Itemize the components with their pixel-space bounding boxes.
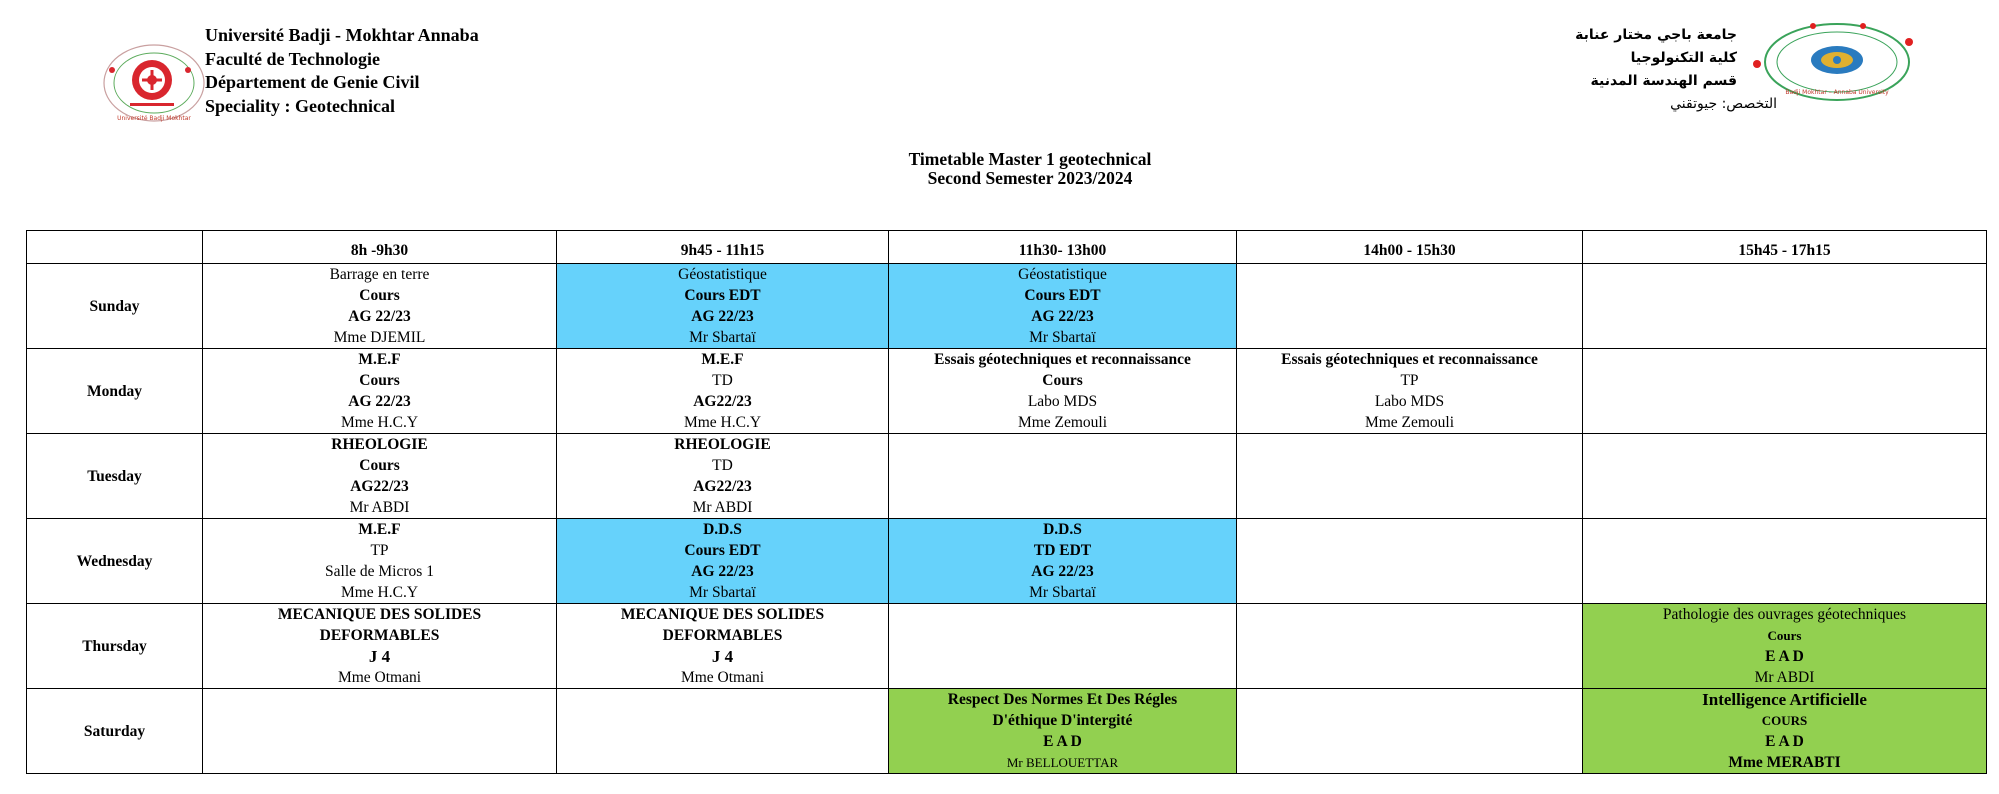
session-cell (1583, 689, 1987, 774)
room: AG 22/23 (1031, 308, 1094, 325)
teacher: Mme H.C.Y (340, 584, 419, 601)
session-cell (557, 434, 889, 519)
teacher: Mr ABDI (1754, 669, 1815, 686)
teacher: Mme Otmani (680, 669, 765, 686)
timeslot-header: 11h30- 13h00 (889, 231, 1237, 264)
course-name: D.D.S (1043, 521, 1082, 538)
session-cell (1583, 604, 1987, 689)
session-type: TD (712, 457, 733, 474)
teacher: Mr Sbartaï (689, 329, 756, 346)
timeslot-header: 9h45 - 11h15 (557, 231, 889, 264)
course-name: MECANIQUE DES SOLIDES (277, 606, 482, 623)
room: Labo MDS (1374, 393, 1445, 410)
session-cell (203, 349, 557, 434)
timetable (26, 230, 1987, 774)
empty-cell (557, 689, 889, 774)
course-name: Géostatistique (678, 266, 767, 283)
day-label: Sunday (27, 264, 203, 349)
session-type: Cours (359, 457, 400, 474)
empty-cell (1583, 264, 1987, 349)
day-label: Tuesday (27, 434, 203, 519)
session-type: COURS (1761, 713, 1808, 728)
timeslot-header: 15h45 - 17h15 (1583, 231, 1987, 264)
row-tuesday (27, 434, 1987, 519)
room: Salle de Micros 1 (325, 563, 434, 580)
faculty-name: Faculté de Technologie (205, 48, 380, 69)
logo-left-text: Université Badji Mokhtar (117, 115, 191, 122)
faculty-name-ar: كلية التكنولوجيا (1630, 50, 1737, 66)
room: AG22/23 (693, 393, 752, 410)
teacher: Mme H.C.Y (683, 414, 762, 431)
course-name: Respect Des Normes Et Des Régles (947, 691, 1178, 708)
session-type: TP (1400, 372, 1419, 389)
university-logo-right (1753, 20, 1933, 130)
mode: E A D (1765, 733, 1804, 750)
teacher: Mme Otmani (337, 669, 422, 686)
empty-cell (1237, 604, 1583, 689)
empty-cell (1237, 264, 1583, 349)
course-name: Pathologie des ouvrages géotechniques (1662, 606, 1907, 623)
session-cell (203, 264, 557, 349)
timeslot-header: 8h -9h30 (203, 231, 557, 264)
session-cell (889, 264, 1237, 349)
teacher: Mr BELLOUETTAR (1006, 755, 1119, 770)
course-name: Essais géotechniques et reconnaissance (1281, 351, 1538, 368)
empty-cell (1583, 349, 1987, 434)
room: AG 22/23 (1031, 563, 1094, 580)
empty-cell (1583, 519, 1987, 604)
course-name: Géostatistique (1018, 266, 1107, 283)
session-type: Cours (1042, 372, 1083, 389)
session-type: TD (712, 372, 733, 389)
timetable-title (0, 150, 1999, 188)
session-cell (889, 689, 1237, 774)
speciality-ar: التخصص: جيوتقني (1670, 96, 1777, 112)
session-type: Cours (359, 372, 400, 389)
corner-cell (27, 231, 203, 264)
empty-cell (1237, 519, 1583, 604)
title-line-2: Second Semester 2023/2024 (927, 168, 1133, 188)
teacher: Mme Zemouli (1017, 414, 1108, 431)
university-name-ar: جامعة باجي مختار عنابة (1575, 27, 1737, 43)
teacher: Mr Sbartaï (1029, 329, 1096, 346)
course-name: Intelligence Artificielle (1702, 690, 1867, 709)
course-name: D.D.S (703, 521, 742, 538)
department-name: Département de Genie Civil (205, 72, 420, 92)
empty-cell (1237, 689, 1583, 774)
empty-cell (889, 434, 1237, 519)
course-name-cont: DEFORMABLES (662, 627, 783, 644)
mode: E A D (1765, 648, 1804, 665)
course-name: M.E.F (358, 351, 401, 368)
course-name: MECANIQUE DES SOLIDES (620, 606, 825, 623)
header-right (1575, 24, 1777, 116)
session-cell (1237, 349, 1583, 434)
course-name-cont: D'éthique D'intergité (992, 712, 1133, 729)
header-left (205, 24, 479, 118)
room: AG22/23 (350, 478, 409, 495)
session-type: Cours (1767, 628, 1802, 643)
course-name: RHEOLOGIE (331, 436, 428, 453)
room: J 4 (711, 647, 734, 666)
day-label: Monday (27, 349, 203, 434)
session-cell (203, 604, 557, 689)
logo-right-text: Badji Mokhtar – Annaba University (1785, 89, 1889, 96)
teacher: Mme Zemouli (1364, 414, 1455, 431)
course-name-cont: DEFORMABLES (319, 627, 440, 644)
course-name: RHEOLOGIE (674, 436, 771, 453)
teacher: Mme MERABTI (1728, 754, 1841, 771)
speciality: Speciality : Geotechnical (205, 95, 395, 116)
session-type: Cours (359, 287, 400, 304)
session-type: Cours EDT (684, 542, 761, 559)
room: Labo MDS (1027, 393, 1098, 410)
session-cell (557, 349, 889, 434)
teacher: Mr Sbartaï (1029, 584, 1096, 601)
university-name: Université Badji - Mokhtar Annaba (205, 25, 479, 45)
teacher: Mr ABDI (692, 499, 753, 516)
university-logo-left (100, 40, 208, 126)
timeslot-header: 14h00 - 15h30 (1237, 231, 1583, 264)
session-cell (203, 519, 557, 604)
day-label: Thursday (27, 604, 203, 689)
course-name: Barrage en terre (329, 266, 430, 283)
session-type: TD EDT (1033, 542, 1092, 559)
teacher: Mr ABDI (349, 499, 410, 516)
teacher: Mme DJEMIL (333, 329, 426, 346)
session-cell (889, 519, 1237, 604)
row-wednesday (27, 519, 1987, 604)
room: J 4 (368, 647, 391, 666)
empty-cell (1583, 434, 1987, 519)
row-monday (27, 349, 1987, 434)
row-saturday (27, 689, 1987, 774)
room: AG 22/23 (348, 308, 411, 325)
title-line-1: Timetable Master 1 geotechnical (908, 149, 1152, 169)
course-name: Essais géotechniques et reconnaissance (934, 351, 1191, 368)
room: AG 22/23 (691, 563, 754, 580)
row-sunday (27, 264, 1987, 349)
room: AG 22/23 (691, 308, 754, 325)
course-name: M.E.F (358, 521, 401, 538)
empty-cell (889, 604, 1237, 689)
room: AG22/23 (693, 478, 752, 495)
session-type: Cours EDT (684, 287, 761, 304)
day-label: Saturday (27, 689, 203, 774)
course-name: M.E.F (701, 351, 744, 368)
department-name-ar: قسم الهندسة المدنية (1590, 73, 1737, 89)
session-type: TP (370, 542, 389, 559)
mode: E A D (1043, 733, 1082, 750)
teacher: Mr Sbartaï (689, 584, 756, 601)
empty-cell (203, 689, 557, 774)
session-cell (203, 434, 557, 519)
session-cell (557, 264, 889, 349)
session-cell (889, 349, 1237, 434)
session-cell (557, 519, 889, 604)
empty-cell (1237, 434, 1583, 519)
room: AG 22/23 (348, 393, 411, 410)
header-row (27, 231, 1987, 264)
row-thursday (27, 604, 1987, 689)
session-type: Cours EDT (1024, 287, 1101, 304)
day-label: Wednesday (27, 519, 203, 604)
session-cell (557, 604, 889, 689)
teacher: Mme H.C.Y (340, 414, 419, 431)
